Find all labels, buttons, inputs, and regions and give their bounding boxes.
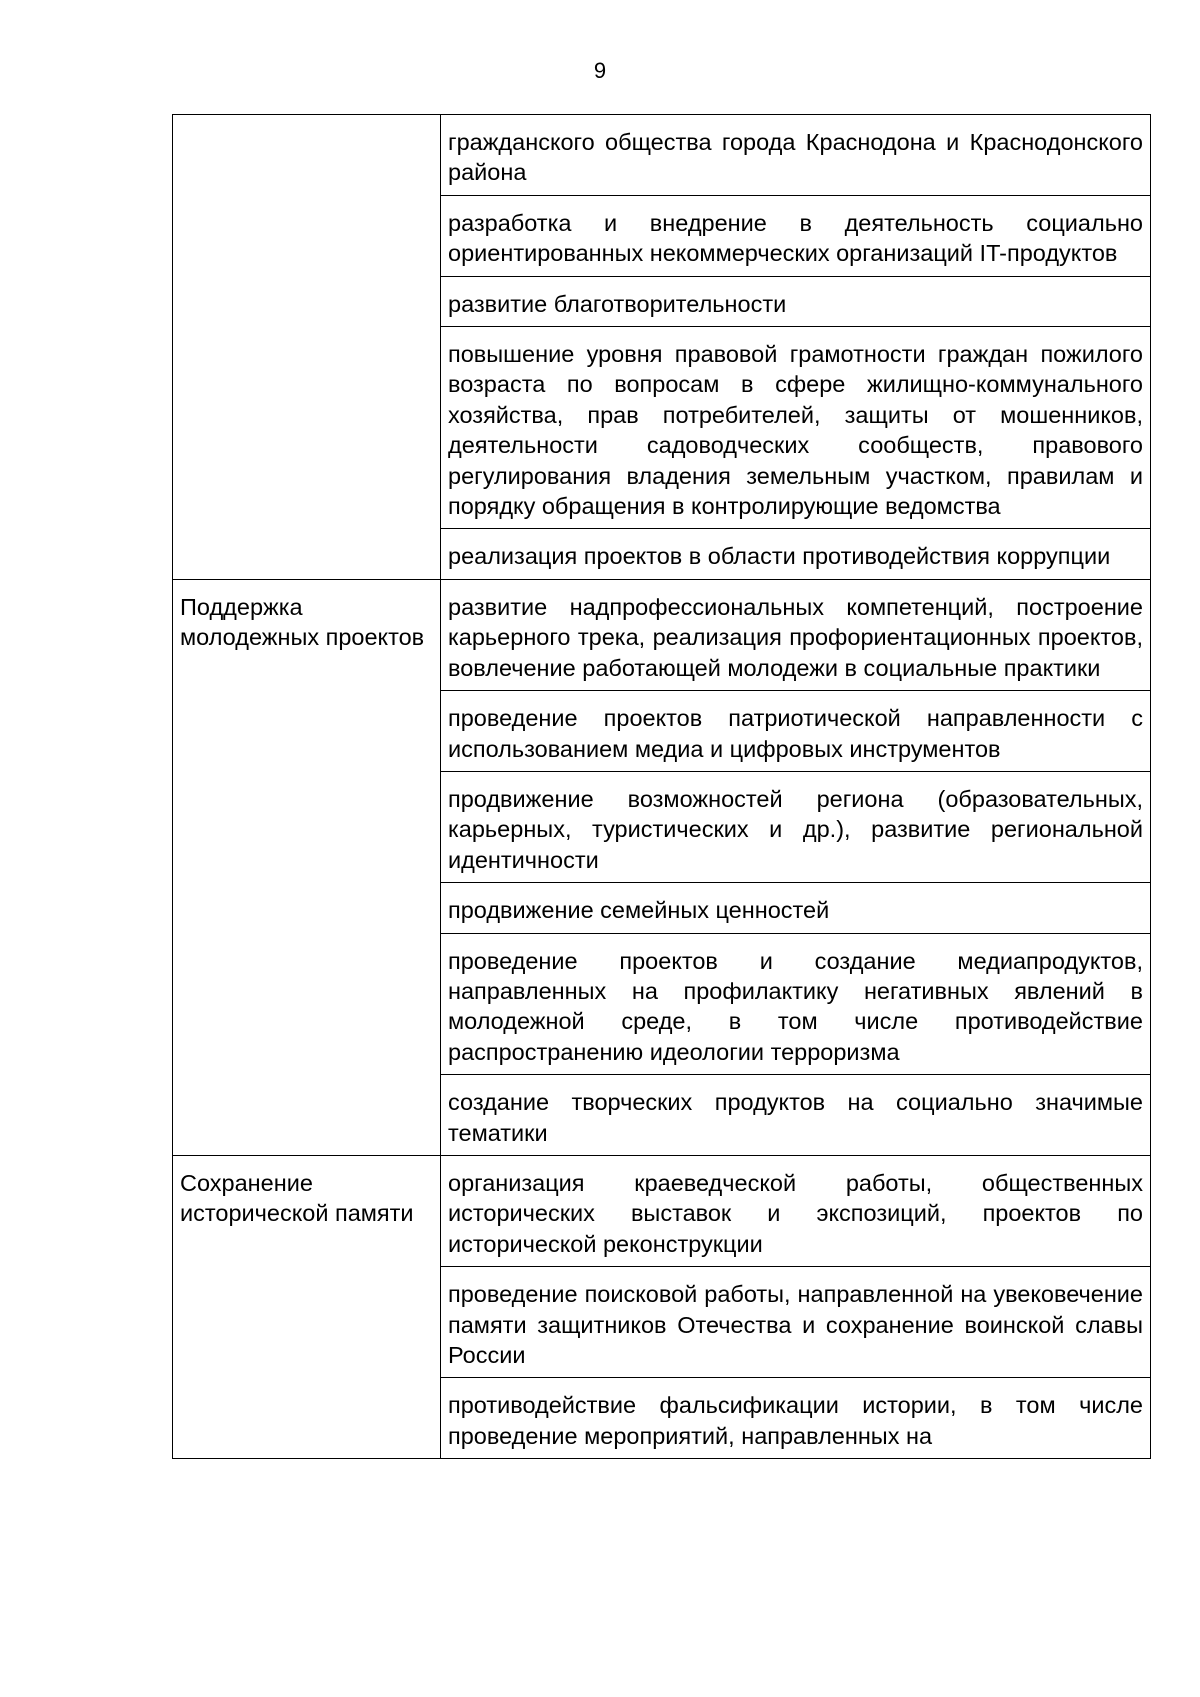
section-item-cell: продвижение семейных ценностей <box>441 883 1151 933</box>
section-item-cell: развитие благотворительности <box>441 276 1151 326</box>
section-title-cell <box>173 115 441 580</box>
section-item-cell: противодействие фальсификации истории, в том числе проведение мероприятий, направленных на <box>441 1378 1151 1459</box>
section-item-cell: продвижение возможностей региона (образовательных, карьерных, туристических и др.), развитие региональной идентичности <box>441 771 1151 882</box>
section-item-cell: гражданского общества города Краснодона и Краснодонского района <box>441 115 1151 196</box>
table-row <box>173 115 1151 196</box>
table-body <box>173 115 1151 1459</box>
section-title-cell: Поддержка молодежных проектов <box>173 579 441 1155</box>
table-row <box>173 1155 1151 1266</box>
page-number: 9 <box>593 58 607 83</box>
section-title-cell: Сохранение исторической памяти <box>173 1155 441 1458</box>
section-item-cell: развитие надпрофессиональных компетенций, построение карьерного трека, реализация профориентационных проектов, вовлечение работающей молодежи в социальные практики <box>441 579 1151 690</box>
section-item-cell: создание творческих продуктов на социально значимые тематики <box>441 1075 1151 1156</box>
section-item-cell: проведение поисковой работы, направленной на увековечение памяти защитников Отечества и сохранение воинской славы России <box>441 1267 1151 1378</box>
section-item-cell: разработка и внедрение в деятельность социально ориентированных некоммерческих организаций IT-продуктов <box>441 195 1151 276</box>
section-item-cell: проведение проектов и создание медиапродуктов, направленных на профилактику негативных явлений в молодежной среде, в том числе противодействие распространению идеологии терроризма <box>441 933 1151 1075</box>
section-item-cell: реализация проектов в области противодействия коррупции <box>441 529 1151 579</box>
table-row <box>173 579 1151 690</box>
section-item-cell: повышение уровня правовой грамотности граждан пожилого возраста по вопросам в сфере жилищно-коммунального хозяйства, прав потребителей, защиты от мошенников, деятельности садоводческих сообществ, правового регулирования владения земельным участком, правилам и порядку обращения в контролирующие ведомства <box>441 327 1151 529</box>
directions-table <box>172 114 1151 1459</box>
section-item-cell: проведение проектов патриотической направленности с использованием медиа и цифровых инструментов <box>441 691 1151 772</box>
section-item-cell: организация краеведческой работы, общественных исторических выставок и экспозиций, проектов по исторической реконструкции <box>441 1155 1151 1266</box>
